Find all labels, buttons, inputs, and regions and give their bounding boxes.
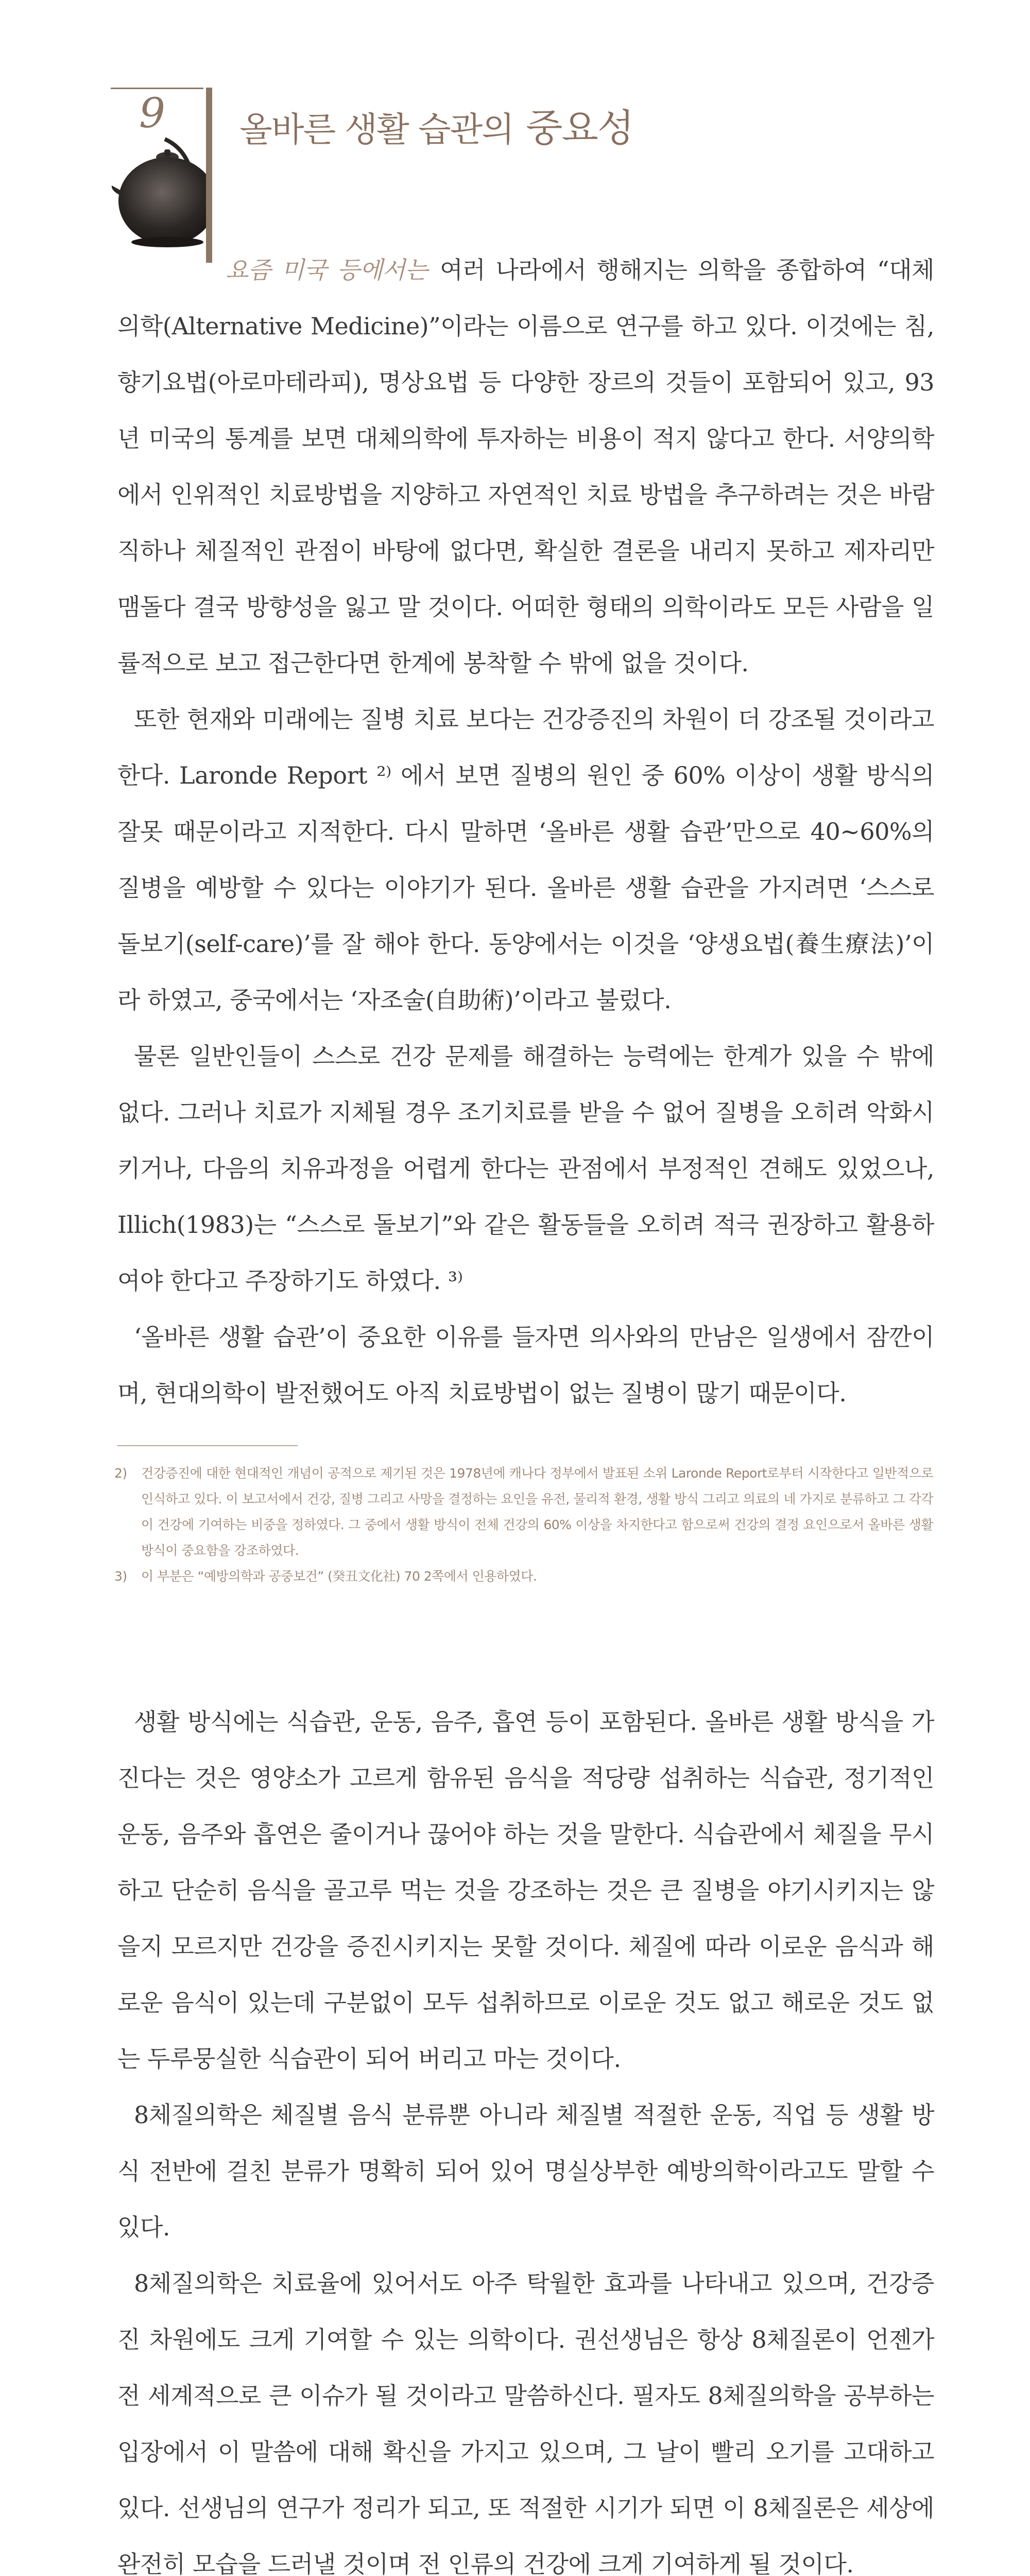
- section-1-body: [117, 242, 934, 1421]
- paragraph: 물론 일반인들이 스스로 건강 문제를 해결하는 능력에는 한계가 있을 수 밖에 없다. 그러나 치료가 지체될 경우 조기치료를 받을 수 없어 질병을 오히려 악화시키거나, 다음의 치유과정을 어렵게 한다는 관점에서 부정적인 견해도 있었으나, Illich(1983)는 “스스로 돌보기”와 같은 활동들을 오히려 적극 권장하고 활용하여야 한다고 주장하기도 하였다. ³⁾: [117, 1042, 934, 1295]
- footnote-item: [114, 1461, 933, 1564]
- teapot-illustration: [111, 118, 209, 258]
- footnote-mark: 2): [114, 1466, 127, 1481]
- footnote-text: 건강증진에 대한 현대적인 개념이 공적으로 제기된 것은 1978년에 캐나다 정부에서 발표된 소위 Laronde Report로부터 시작한다고 일반적으로 인식하고 있다. 이 보고서에서 건강, 질병 그리고 사망을 결정하는 요인을 유전, 물리적 환경, 생활 방식 그리고 의료의 네 가지로 분류하고 그 각각이 건강에 기여하는 비중을 정하였다. 그 중에서 생활 방식이 전체 건강의 60% 이상을 차지한다고 함으로써 건강의 결정 요인으로서 올바른 생활 방식이 중요함을 강조하였다.: [141, 1466, 933, 1558]
- paragraph: ‘올바른 생활 습관’이 중요한 이유를 들자면 의사와의 만남은 일생에서 잠깐이며, 현대의학이 발전했어도 아직 치료방법이 없는 질병이 많기 때문이다.: [117, 1323, 934, 1407]
- paragraph: 8체질의학은 체질별 음식 분류뿐 아니라 체질별 적절한 운동, 직업 등 생활 방식 전반에 걸친 분류가 명확히 되어 있어 명실상부한 예방의학이라고도 말할 수 있다.: [117, 2101, 934, 2241]
- footnotes: [114, 1461, 933, 1589]
- paragraph-text: 여러 나라에서 행해지는 의학을 종합하여 “대체의학(Alternative Medicine)”이라는 이름으로 연구를 하고 있다. 이것에는 침, 향기요법(아로마테라피), 명상요법 등 다양한 장르의 것들이 포함되어 있고, 93년 미국의 통계를 보면 대체의학에 투자하는 비용이 적지 않다고 한다. 서양의학에서 인위적인 치료방법을 지양하고 자연적인 치료 방법을 추구하려는 것은 바람직하나 체질적인 관점이 바탕에 없다면, 확실한 결론을 내리지 못하고 제자리만 맴돌다 결국 방향성을 잃고 말 것이다. 어떠한 형태의 의학이라도 모든 사람을 일률적으로 보고 접근한다면 한계에 봉착할 수 밖에 없을 것이다.: [117, 256, 934, 677]
- footnote-item: [114, 1564, 933, 1589]
- chapter-header: [111, 88, 832, 258]
- page-title: [239, 98, 633, 152]
- chapter-number: 9: [139, 89, 165, 137]
- title-tail: 중요성: [526, 106, 633, 150]
- paragraph: 생활 방식에는 식습관, 운동, 음주, 흡연 등이 포함된다. 올바른 생활 방식을 가진다는 것은 영양소가 고르게 함유된 음식을 적당량 섭취하는 식습관, 정기적인 운동, 음주와 흡연은 줄이거나 끊어야 하는 것을 말한다. 식습관에서 체질을 무시하고 단순히 음식을 골고루 먹는 것을 강조하는 것은 큰 질병을 야기시키지는 않을지 모르지만 건강을 증진시키지는 못할 것이다. 체질에 따라 이로운 음식과 해로운 음식이 있는데 구분없이 모두 섭취하므로 이로운 것도 없고 해로운 것도 없는 두루뭉실한 식습관이 되어 버리고 마는 것이다.: [117, 1708, 934, 2073]
- footnote-text: 이 부분은 “예방의학과 공중보건” (癸丑文化社) 70 2쪽에서 인용하였다.: [141, 1569, 537, 1584]
- paragraph: [117, 242, 934, 691]
- title-accent-bar: [206, 88, 212, 263]
- lead-phrase: 요즘 미국 등에서는: [226, 256, 428, 284]
- footnote-divider: [117, 1445, 298, 1446]
- section-2-body: [117, 1694, 934, 2576]
- paragraph: 또한 현재와 미래에는 질병 치료 보다는 건강증진의 차원이 더 강조될 것이라고 한다. Laronde Report ²⁾ 에서 보면 질병의 원인 중 60% 이상이 생활 방식의 잘못 때문이라고 지적한다. 다시 말하면 ‘올바른 생활 습관’만으로 40~60%의 질병을 예방할 수 있다는 이야기가 된다. 올바른 생활 습관을 가지려면 ‘스스로 돌보기(self-care)’를 잘 해야 한다. 동양에서는 이것을 ‘양생요법(養生療法)’이라 하였고, 중국에서는 ‘자조술(自助術)’이라고 불렀다.: [117, 705, 934, 1014]
- title-main: 올바른 생활 습관의: [239, 110, 514, 149]
- footnote-mark: 3): [114, 1569, 127, 1584]
- paragraph: 8체질의학은 치료율에 있어서도 아주 탁월한 효과를 나타내고 있으며, 건강증진 차원에도 크게 기여할 수 있는 의학이다. 권선생님은 항상 8체질론이 언젠가 전 세계적으로 큰 이슈가 될 것이라고 말씀하신다. 필자도 8체질의학을 공부하는 입장에서 이 말씀에 대해 확신을 가지고 있으며, 그 날이 빨리 오기를 고대하고 있다. 선생님의 연구가 정리가 되고, 또 적절한 시기가 되면 이 8체질론은 세상에 완전히 모습을 드러낼 것이며 전 인류의 건강에 크게 기여하게 될 것이다.: [117, 2269, 934, 2576]
